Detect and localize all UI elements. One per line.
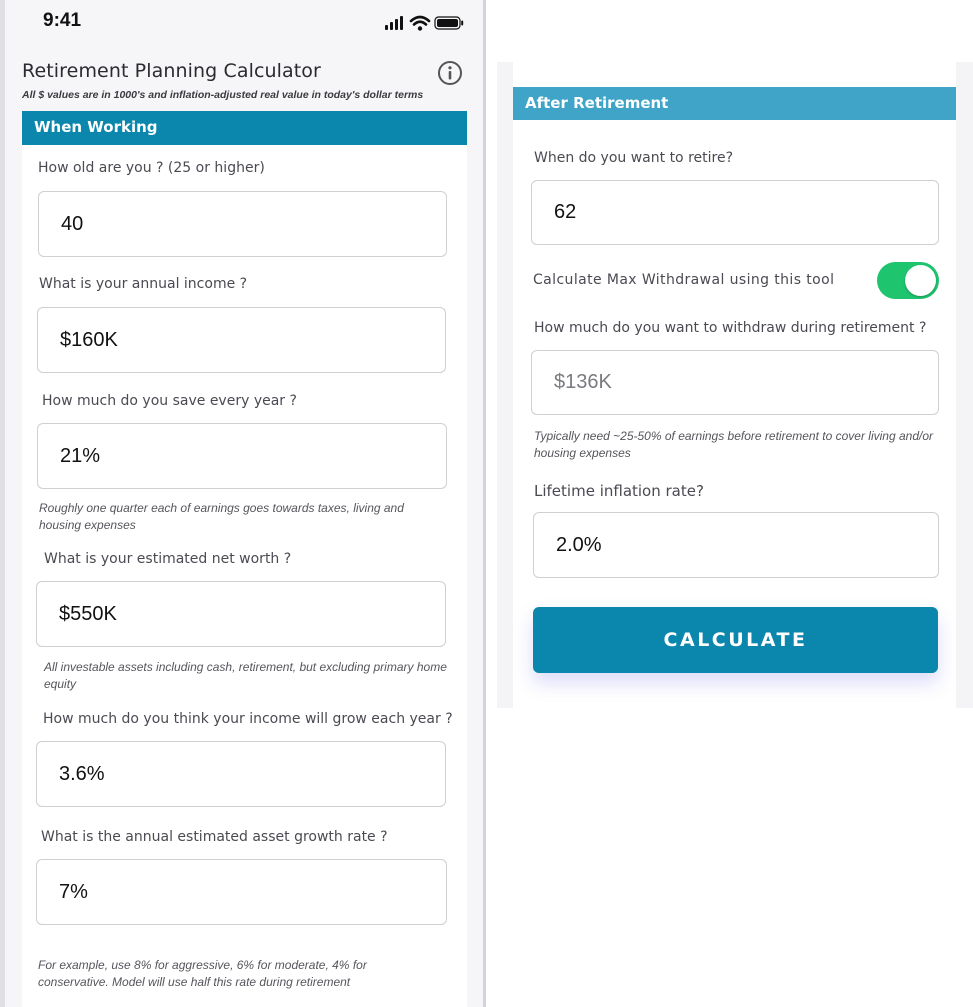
battery-icon xyxy=(435,17,463,29)
calculate-button[interactable]: CALCULATE xyxy=(533,607,938,673)
inflation-label: Lifetime inflation rate? xyxy=(534,482,704,500)
income-growth-label: How much do you think your income will grow each year ? xyxy=(43,711,453,727)
income-growth-input[interactable]: 3.6% xyxy=(36,741,446,807)
savings-label: How much do you save every year ? xyxy=(42,393,297,409)
retire-age-input[interactable]: 62 xyxy=(531,180,939,245)
income-input[interactable]: $160K xyxy=(37,307,446,373)
toggle-knob xyxy=(905,265,936,296)
asset-growth-input[interactable]: 7% xyxy=(36,859,447,925)
net-worth-input[interactable]: $550K xyxy=(36,581,446,647)
savings-hint: Roughly one quarter each of earnings goes towards taxes, living and housing expenses xyxy=(39,501,404,532)
status-time: 9:41 xyxy=(43,10,82,31)
withdraw-input[interactable]: $136K xyxy=(531,350,939,415)
withdraw-label: How much do you want to withdraw during retirement ? xyxy=(534,320,927,336)
info-icon[interactable] xyxy=(437,60,463,86)
withdraw-hint: Typically need ~25-50% of earnings before retirement to cover living and/or housing expenses xyxy=(534,429,933,460)
page-subtitle: All $ values are in 1000's and inflation-adjusted real value in today's dollar terms xyxy=(22,89,424,101)
section-header-retirement: After Retirement xyxy=(513,87,956,120)
net-worth-label: What is your estimated net worth ? xyxy=(44,551,292,567)
inflation-input[interactable]: 2.0% xyxy=(533,512,939,578)
asset-growth-label: What is the annual estimated asset growth rate ? xyxy=(41,829,388,845)
wifi-icon xyxy=(411,17,429,31)
net-worth-hint: All investable assets including cash, retirement, but excluding primary home equity xyxy=(44,660,447,691)
screen-edge xyxy=(0,0,5,1007)
status-icons xyxy=(383,14,465,32)
income-label: What is your annual income ? xyxy=(39,276,248,292)
age-input[interactable]: 40 xyxy=(38,191,447,257)
status-bar xyxy=(0,0,483,52)
max-withdrawal-toggle-label: Calculate Max Withdrawal using this tool xyxy=(533,272,835,288)
asset-growth-hint: For example, use 8% for aggressive, 6% for moderate, 4% for conservative. Model will use half this rate during retirement xyxy=(38,958,367,989)
section-header-working: When Working xyxy=(22,111,467,145)
cellular-signal-icon xyxy=(385,16,403,30)
page-title: Retirement Planning Calculator xyxy=(22,60,321,82)
savings-input[interactable]: 21% xyxy=(37,423,447,489)
age-label: How old are you ? (25 or higher) xyxy=(38,160,265,176)
max-withdrawal-toggle[interactable] xyxy=(877,262,939,299)
retire-age-label: When do you want to retire? xyxy=(534,150,734,166)
